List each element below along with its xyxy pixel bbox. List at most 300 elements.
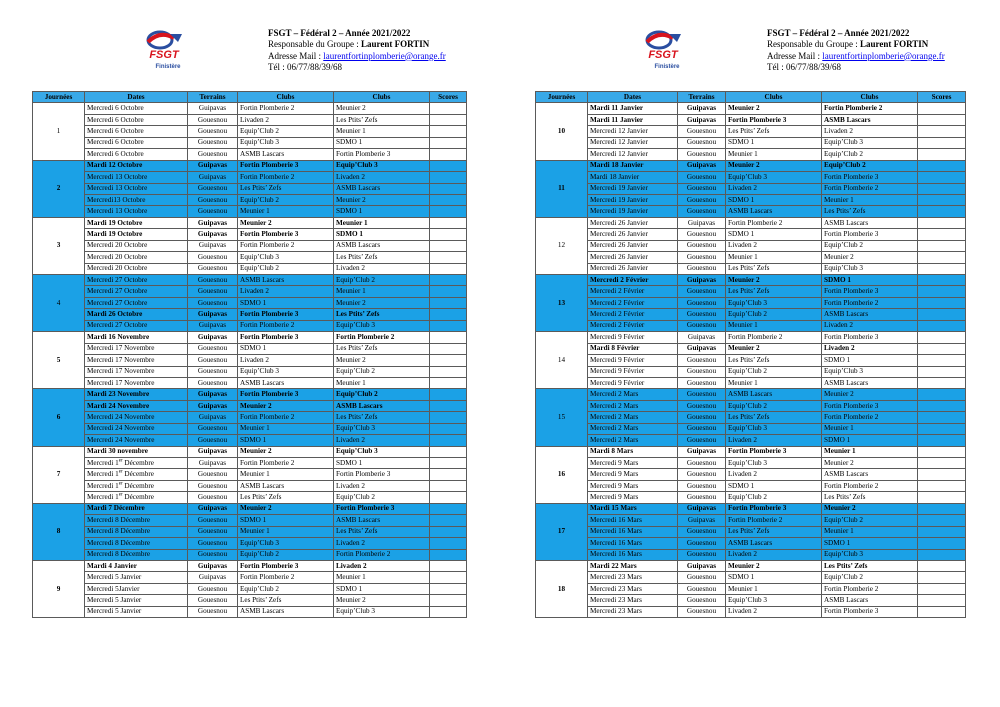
column-header: Journées [536, 92, 588, 103]
match-row [536, 412, 966, 423]
club-away-cell: Meunier 2 [334, 595, 430, 606]
terrain-cell: Guipavas [188, 240, 238, 251]
club-home-cell: ASMB Lascars [726, 206, 822, 217]
terrain-cell: Gouesnou [678, 229, 726, 240]
terrain-cell: Gouesnou [678, 606, 726, 617]
score-cell[interactable] [918, 458, 966, 469]
score-cell[interactable] [918, 297, 966, 308]
club-home-cell: Meunier 1 [726, 377, 822, 388]
club-away-cell: Meunier 1 [822, 194, 918, 205]
score-cell[interactable] [918, 480, 966, 491]
club-home-cell: Fortin Plomberie 2 [726, 217, 822, 228]
score-cell[interactable] [918, 217, 966, 228]
club-away-cell: Fortin Plomberie 2 [822, 583, 918, 594]
score-cell[interactable] [918, 332, 966, 343]
club-away-cell: Equip’Club 2 [822, 160, 918, 171]
club-home-cell: ASMB Lascars [726, 538, 822, 549]
terrain-cell: Gouesnou [678, 480, 726, 491]
match-row [33, 160, 467, 171]
header-row [33, 92, 467, 103]
terrain-cell: Guipavas [188, 229, 238, 240]
club-home-cell: Meunier 1 [726, 583, 822, 594]
club-away-cell: Meunier 1 [822, 526, 918, 537]
match-row [33, 389, 467, 400]
table-body [536, 103, 966, 618]
score-cell[interactable] [430, 309, 467, 320]
date-cell: Mercredi 9 Mars [588, 458, 678, 469]
score-cell[interactable] [918, 583, 966, 594]
terrain-cell: Gouesnou [678, 583, 726, 594]
match-row [536, 595, 966, 606]
club-away-cell: Fortin Plomberie 3 [822, 332, 918, 343]
club-home-cell: Les Ptits’ Zefs [726, 126, 822, 137]
score-cell[interactable] [918, 389, 966, 400]
match-row [33, 149, 467, 160]
match-row [536, 320, 966, 331]
match-row [33, 480, 467, 491]
date-cell: Mercredi 2 Mars [588, 412, 678, 423]
date-cell: Mercredi 17 Novembre [85, 366, 188, 377]
score-cell[interactable] [430, 572, 467, 583]
club-home-cell: SDMO 1 [238, 435, 334, 446]
terrain-cell: Gouesnou [678, 595, 726, 606]
score-cell[interactable] [430, 320, 467, 331]
score-cell[interactable] [430, 606, 467, 617]
match-row [536, 572, 966, 583]
terrain-cell: Guipavas [678, 503, 726, 514]
score-cell[interactable] [430, 355, 467, 366]
score-cell[interactable] [918, 515, 966, 526]
terrain-cell: Guipavas [188, 400, 238, 411]
match-row [536, 446, 966, 457]
score-cell[interactable] [918, 366, 966, 377]
score-cell[interactable] [430, 469, 467, 480]
match-row [33, 114, 467, 125]
club-home-cell: Fortin Plomberie 3 [238, 389, 334, 400]
date-cell: Mardi 8 Février [588, 343, 678, 354]
column-header: Terrains [188, 92, 238, 103]
score-cell[interactable] [430, 435, 467, 446]
score-cell[interactable] [430, 458, 467, 469]
club-home-cell: Fortin Plomberie 2 [238, 572, 334, 583]
club-away-cell: Equip’Club 2 [334, 389, 430, 400]
logo-subtext: Finistère [155, 64, 181, 70]
match-row [536, 206, 966, 217]
schedule-table-left [32, 91, 467, 618]
date-cell: Mercredi13 Octobre [85, 194, 188, 205]
date-cell: Mardi 22 Mars [588, 560, 678, 571]
match-row [33, 492, 467, 503]
club-away-cell: SDMO 1 [822, 355, 918, 366]
club-home-cell: Livaden 2 [726, 469, 822, 480]
terrain-cell: Guipavas [678, 515, 726, 526]
club-home-cell: Les Ptits’ Zefs [726, 355, 822, 366]
date-cell: Mercredi 6 Octobre [85, 114, 188, 125]
terrain-cell: Gouesnou [188, 114, 238, 125]
score-cell[interactable] [430, 263, 467, 274]
column-header: Clubs [334, 92, 430, 103]
date-cell: Mercredi 20 Octobre [85, 263, 188, 274]
club-away-cell: Les Ptits’ Zefs [334, 252, 430, 263]
terrain-cell: Guipavas [678, 332, 726, 343]
score-cell[interactable] [918, 469, 966, 480]
match-row [33, 217, 467, 228]
date-cell: Mardi 11 Janvier [588, 103, 678, 114]
score-cell[interactable] [430, 160, 467, 171]
score-cell[interactable] [430, 423, 467, 434]
match-row [33, 263, 467, 274]
score-cell[interactable] [918, 183, 966, 194]
club-home-cell: Meunier 2 [238, 446, 334, 457]
journee-cell: 8 [33, 503, 85, 560]
date-cell: Mercredi 27 Octobre [85, 275, 188, 286]
journee-cell: 3 [33, 217, 85, 274]
date-cell: Mercredi 5 Janvier [85, 572, 188, 583]
terrain-cell: Gouesnou [678, 400, 726, 411]
date-cell: Mercredi 20 Octobre [85, 240, 188, 251]
club-home-cell: Equip’Club 3 [726, 458, 822, 469]
score-cell[interactable] [430, 206, 467, 217]
date-cell: Mardi 24 Novembre [85, 400, 188, 411]
club-away-cell: Fortin Plomberie 2 [334, 549, 430, 560]
terrain-cell: Gouesnou [678, 435, 726, 446]
club-away-cell: ASMB Lascars [822, 469, 918, 480]
score-cell[interactable] [430, 538, 467, 549]
terrain-cell: Guipavas [188, 217, 238, 228]
terrain-cell: Gouesnou [678, 389, 726, 400]
club-away-cell: Fortin Plomberie 3 [822, 606, 918, 617]
terrain-cell: Guipavas [188, 458, 238, 469]
match-row [536, 149, 966, 160]
club-away-cell: Fortin Plomberie 2 [334, 332, 430, 343]
match-row [33, 606, 467, 617]
club-away-cell: Les Ptits’ Zefs [822, 560, 918, 571]
score-cell[interactable] [430, 183, 467, 194]
score-cell[interactable] [430, 275, 467, 286]
club-home-cell: Livaden 2 [238, 286, 334, 297]
terrain-cell: Gouesnou [678, 458, 726, 469]
terrain-cell: Gouesnou [678, 240, 726, 251]
score-cell[interactable] [430, 286, 467, 297]
club-home-cell: Equip’Club 3 [726, 172, 822, 183]
score-cell[interactable] [918, 126, 966, 137]
date-cell: Mercredi 8 Décembre [85, 515, 188, 526]
score-cell[interactable] [918, 160, 966, 171]
date-cell: Mercredi 5 Janvier [85, 595, 188, 606]
score-cell[interactable] [918, 206, 966, 217]
score-cell[interactable] [430, 252, 467, 263]
club-home-cell: Les Ptits’ Zefs [238, 183, 334, 194]
date-cell: Mercredi 6 Octobre [85, 137, 188, 148]
club-home-cell: Fortin Plomberie 3 [726, 503, 822, 514]
score-cell[interactable] [430, 560, 467, 571]
score-cell[interactable] [430, 583, 467, 594]
match-row [33, 343, 467, 354]
match-row [536, 560, 966, 571]
match-row [536, 366, 966, 377]
page-header-right [535, 28, 965, 83]
date-cell: Mercredi 2 Février [588, 297, 678, 308]
score-cell[interactable] [430, 595, 467, 606]
terrain-cell: Gouesnou [678, 423, 726, 434]
club-home-cell: Meunier 1 [726, 320, 822, 331]
terrain-cell: Gouesnou [188, 366, 238, 377]
score-cell[interactable] [430, 515, 467, 526]
score-cell[interactable] [918, 252, 966, 263]
score-cell[interactable] [918, 606, 966, 617]
score-cell[interactable] [918, 549, 966, 560]
journee-cell: 9 [33, 560, 85, 617]
terrain-cell: Guipavas [188, 332, 238, 343]
club-away-cell: Equip’Club 2 [334, 275, 430, 286]
club-home-cell: ASMB Lascars [238, 275, 334, 286]
club-home-cell: Equip’Club 2 [238, 263, 334, 274]
match-row [536, 160, 966, 171]
score-cell[interactable] [430, 492, 467, 503]
score-cell[interactable] [918, 263, 966, 274]
terrain-cell: Guipavas [188, 503, 238, 514]
match-row [536, 606, 966, 617]
club-home-cell: Equip’Club 3 [726, 423, 822, 434]
match-row [33, 583, 467, 594]
date-cell [85, 492, 188, 503]
terrain-cell: Gouesnou [188, 286, 238, 297]
score-cell[interactable] [918, 355, 966, 366]
score-cell[interactable] [918, 595, 966, 606]
club-home-cell: Les Ptits’ Zefs [238, 595, 334, 606]
match-row [536, 137, 966, 148]
match-row [33, 183, 467, 194]
score-cell[interactable] [918, 423, 966, 434]
score-cell[interactable] [430, 480, 467, 491]
score-cell[interactable] [918, 172, 966, 183]
score-cell[interactable] [918, 492, 966, 503]
date-text: Mercredi 1 [87, 458, 119, 467]
date-cell: Mercredi 12 Janvier [588, 137, 678, 148]
score-cell[interactable] [430, 412, 467, 423]
club-away-cell: Meunier 2 [334, 194, 430, 205]
score-cell[interactable] [430, 366, 467, 377]
club-away-cell: Livaden 2 [822, 126, 918, 137]
match-row [33, 446, 467, 457]
date-cell: Mercredi 26 Janvier [588, 252, 678, 263]
club-away-cell: SDMO 1 [822, 275, 918, 286]
match-row [33, 572, 467, 583]
score-cell[interactable] [918, 503, 966, 514]
score-cell[interactable] [430, 229, 467, 240]
date-cell: Mercredi 16 Mars [588, 526, 678, 537]
date-cell: Mercredi 6 Octobre [85, 126, 188, 137]
date-cell: Mardi 11 Janvier [588, 114, 678, 125]
score-cell[interactable] [918, 309, 966, 320]
club-home-cell: Meunier 1 [238, 423, 334, 434]
date-cell: Mercredi 5Janvier [85, 583, 188, 594]
score-cell[interactable] [918, 572, 966, 583]
club-home-cell: SDMO 1 [726, 194, 822, 205]
club-away-cell: Livaden 2 [822, 320, 918, 331]
date-cell: Mercredi 8 Décembre [85, 549, 188, 560]
club-away-cell: Equip’Club 3 [334, 446, 430, 457]
score-cell[interactable] [430, 103, 467, 114]
journee-cell: 7 [33, 446, 85, 503]
match-row [33, 275, 467, 286]
score-cell[interactable] [918, 526, 966, 537]
date-cell: Mercredi 2 Février [588, 320, 678, 331]
date-cell: Mercredi 17 Novembre [85, 355, 188, 366]
match-row [536, 297, 966, 308]
score-cell[interactable] [918, 137, 966, 148]
phone-line: Tél : 06/77/88/39/68 [767, 61, 841, 72]
score-cell[interactable] [918, 343, 966, 354]
score-cell[interactable] [918, 538, 966, 549]
terrain-cell: Gouesnou [678, 412, 726, 423]
match-row [536, 377, 966, 388]
score-cell[interactable] [430, 400, 467, 411]
club-away-cell: Livaden 2 [334, 538, 430, 549]
date-cell: Mercredi 16 Mars [588, 538, 678, 549]
club-away-cell: Fortin Plomberie 3 [822, 229, 918, 240]
terrain-cell: Gouesnou [188, 137, 238, 148]
club-away-cell: Livaden 2 [334, 560, 430, 571]
score-cell[interactable] [430, 549, 467, 560]
date-cell: Mercredi 26 Janvier [588, 263, 678, 274]
score-cell[interactable] [918, 194, 966, 205]
club-away-cell: Meunier 1 [334, 572, 430, 583]
mail-line [268, 51, 446, 62]
score-cell[interactable] [430, 240, 467, 251]
column-header: Dates [588, 92, 678, 103]
date-cell: Mercredi 2 Février [588, 286, 678, 297]
score-cell[interactable] [430, 343, 467, 354]
score-cell[interactable] [430, 137, 467, 148]
score-cell[interactable] [430, 217, 467, 228]
score-cell[interactable] [918, 377, 966, 388]
score-cell[interactable] [918, 103, 966, 114]
match-row [33, 355, 467, 366]
score-cell[interactable] [430, 332, 467, 343]
score-cell[interactable] [918, 446, 966, 457]
club-home-cell: Equip’Club 2 [726, 400, 822, 411]
club-home-cell: ASMB Lascars [726, 389, 822, 400]
date-cell: Mardi 18 Janvier [588, 160, 678, 171]
club-home-cell: SDMO 1 [726, 137, 822, 148]
date-cell: Mercredi 19 Janvier [588, 183, 678, 194]
terrain-cell: Gouesnou [678, 206, 726, 217]
club-away-cell: Fortin Plomberie 3 [822, 286, 918, 297]
club-home-cell: Les Ptits’ Zefs [726, 263, 822, 274]
score-cell[interactable] [918, 286, 966, 297]
score-cell[interactable] [430, 149, 467, 160]
date-cell: Mercredi 23 Mars [588, 583, 678, 594]
match-row [536, 480, 966, 491]
score-cell[interactable] [430, 126, 467, 137]
terrain-cell: Guipavas [678, 275, 726, 286]
club-away-cell: Equip’Club 2 [822, 240, 918, 251]
score-cell[interactable] [430, 526, 467, 537]
terrain-cell: Gouesnou [188, 423, 238, 434]
club-away-cell: Meunier 1 [334, 286, 430, 297]
date-cell: Mercredi 8 Décembre [85, 526, 188, 537]
score-cell[interactable] [430, 377, 467, 388]
score-cell[interactable] [918, 435, 966, 446]
score-cell[interactable] [430, 389, 467, 400]
club-home-cell: Livaden 2 [726, 549, 822, 560]
journee-cell: 5 [33, 332, 85, 389]
score-cell[interactable] [430, 446, 467, 457]
match-row [33, 194, 467, 205]
match-row [33, 126, 467, 137]
score-cell[interactable] [430, 503, 467, 514]
club-home-cell: ASMB Lascars [238, 377, 334, 388]
match-row [536, 263, 966, 274]
fsgt-logo [140, 28, 192, 76]
mail-link[interactable]: laurentfortinplomberie@orange.fr [323, 50, 446, 61]
mail-link[interactable]: laurentfortinplomberie@orange.fr [822, 50, 945, 61]
date-cell: Mardi 15 Mars [588, 503, 678, 514]
club-away-cell: Meunier 2 [334, 297, 430, 308]
score-cell[interactable] [918, 229, 966, 240]
journee-cell: 4 [33, 275, 85, 332]
date-cell: Mercredi 27 Octobre [85, 297, 188, 308]
score-cell[interactable] [918, 114, 966, 125]
club-home-cell: Equip’Club 2 [726, 492, 822, 503]
date-cell: Mercredi 2 Février [588, 309, 678, 320]
column-header: Scores [918, 92, 966, 103]
terrain-cell: Gouesnou [188, 492, 238, 503]
terrain-cell: Guipavas [188, 389, 238, 400]
club-home-cell: Fortin Plomberie 3 [726, 446, 822, 457]
match-row [33, 137, 467, 148]
date-cell: Mercredi 2 Mars [588, 389, 678, 400]
terrain-cell: Guipavas [678, 446, 726, 457]
terrain-cell: Gouesnou [678, 526, 726, 537]
manager-line [767, 39, 945, 50]
club-away-cell: Les Ptits’ Zefs [822, 206, 918, 217]
club-away-cell: ASMB Lascars [822, 217, 918, 228]
score-cell[interactable] [430, 194, 467, 205]
score-cell[interactable] [918, 400, 966, 411]
club-away-cell: Les Ptits’ Zefs [822, 492, 918, 503]
club-away-cell: Livaden 2 [334, 172, 430, 183]
club-home-cell: Meunier 1 [726, 149, 822, 160]
match-row [33, 377, 467, 388]
club-home-cell: ASMB Lascars [238, 606, 334, 617]
score-cell[interactable] [918, 320, 966, 331]
club-away-cell: Equip’Club 3 [334, 160, 430, 171]
match-row [536, 286, 966, 297]
terrain-cell: Gouesnou [188, 263, 238, 274]
match-row [536, 538, 966, 549]
match-row [536, 583, 966, 594]
club-home-cell: Les Ptits’ Zefs [726, 526, 822, 537]
score-cell[interactable] [918, 560, 966, 571]
club-home-cell: ASMB Lascars [238, 149, 334, 160]
club-away-cell: Livaden 2 [334, 435, 430, 446]
manager-name: Laurent FORTIN [360, 39, 430, 50]
score-cell[interactable] [918, 149, 966, 160]
club-home-cell: Fortin Plomberie 3 [238, 160, 334, 171]
score-cell[interactable] [430, 297, 467, 308]
score-cell[interactable] [918, 240, 966, 251]
score-cell[interactable] [918, 412, 966, 423]
score-cell[interactable] [430, 172, 467, 183]
terrain-cell: Guipavas [188, 412, 238, 423]
score-cell[interactable] [918, 275, 966, 286]
date-cell [85, 480, 188, 491]
score-cell[interactable] [430, 114, 467, 125]
club-home-cell: Meunier 2 [726, 103, 822, 114]
match-row [536, 400, 966, 411]
